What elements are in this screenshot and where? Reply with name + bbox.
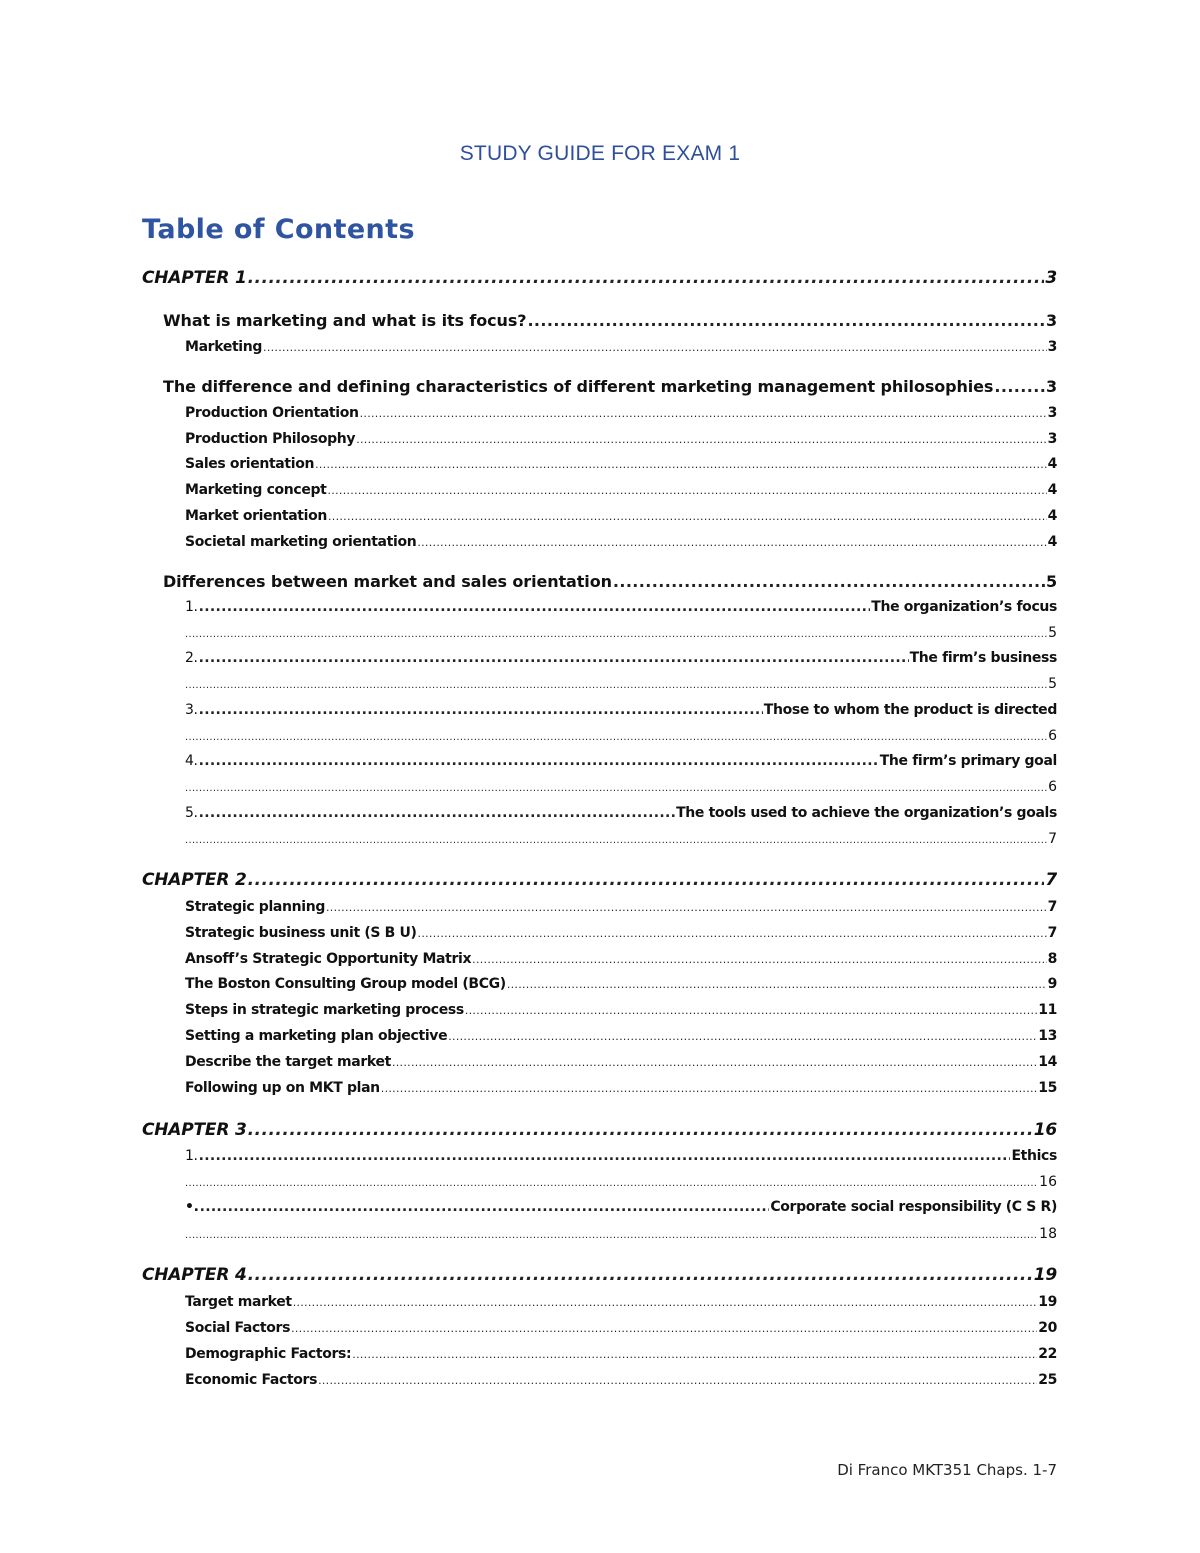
toc-page-number: 6: [1048, 728, 1057, 744]
toc-entry-subsection[interactable]: [185, 925, 1057, 941]
toc-entry-label: Corporate social responsibility (C S R): [770, 1199, 1057, 1215]
toc-entry-subsection[interactable]: [185, 534, 1057, 550]
toc-entry-subsection[interactable]: [185, 976, 1057, 992]
toc-entry-subsection[interactable]: [185, 1372, 1057, 1388]
toc-leader: [315, 458, 1047, 471]
toc-entry-label: The Boston Consulting Group model (BCG): [185, 976, 506, 992]
toc-entry-label: Ethics: [1011, 1148, 1057, 1164]
toc-entry-subsection[interactable]: [185, 899, 1057, 915]
toc-leader: [507, 978, 1047, 991]
toc-page-number: 4: [1047, 456, 1057, 472]
toc-leader: [200, 1199, 770, 1215]
toc-entry-subsection[interactable]: [185, 1346, 1057, 1362]
toc-leader: [248, 1265, 1033, 1285]
toc-entry-continuation[interactable]: [185, 779, 1057, 795]
toc-entry-label: Steps in strategic marketing process: [185, 1002, 464, 1018]
toc-leader: [199, 702, 763, 718]
toc-leader: [356, 433, 1046, 446]
toc-page-number: 19: [1038, 1294, 1057, 1310]
toc-entry-numbered[interactable]: [185, 805, 1057, 821]
toc-entry-label: The difference and defining characteristics of different marketing management philosophies: [163, 377, 994, 396]
toc-page-number: 4: [1047, 482, 1057, 498]
toc-page-number: 5: [1045, 572, 1057, 591]
toc-entry-label: Those to whom the product is directed: [763, 702, 1057, 718]
toc-entry-subsection[interactable]: [185, 339, 1057, 355]
toc-entry-continuation[interactable]: [185, 728, 1057, 744]
toc-leader: [263, 341, 1047, 354]
toc-entry-number: 3.: [185, 702, 198, 718]
toc-entry-continuation[interactable]: [185, 625, 1057, 641]
page-footer: Di Franco MKT351 Chaps. 1-7: [837, 1461, 1057, 1479]
toc-entry-label: Market orientation: [185, 508, 327, 524]
toc-entry-label: CHAPTER 3: [142, 1120, 247, 1140]
toc-entry-label: The firm’s business: [909, 650, 1057, 666]
toc-leader: [185, 783, 1047, 794]
toc-leader: [448, 1030, 1037, 1043]
toc-entry-label: Societal marketing orientation: [185, 534, 417, 550]
toc-page-number: 15: [1038, 1080, 1057, 1096]
toc-entry-label: Strategic planning: [185, 899, 325, 915]
toc-entry-section[interactable]: [163, 311, 1057, 330]
toc-page-number: 3: [1047, 405, 1057, 421]
toc-entry-label: The firm’s primary goal: [879, 753, 1057, 769]
toc-entry-label: CHAPTER 2: [142, 870, 247, 890]
toc-entry-subsection[interactable]: [185, 1080, 1057, 1096]
toc-leader: [185, 1178, 1038, 1189]
toc-entry-continuation[interactable]: [185, 1174, 1057, 1190]
toc-entry-subsection[interactable]: [185, 1294, 1057, 1310]
toc-page-number: 19: [1033, 1265, 1057, 1285]
toc-entry-continuation[interactable]: [185, 1226, 1057, 1242]
toc-entry-subsection[interactable]: [185, 1002, 1057, 1018]
toc-entry-numbered[interactable]: [185, 702, 1057, 718]
toc-entry-label: The tools used to achieve the organization’s goals: [676, 805, 1057, 821]
toc-leader: [185, 835, 1047, 846]
toc-leader: [199, 1148, 1011, 1164]
toc-page-number: 7: [1045, 870, 1057, 890]
toc-heading: Table of Contents: [142, 214, 415, 245]
toc-entry-numbered[interactable]: [185, 599, 1057, 615]
toc-entry-number: 1.: [185, 1148, 198, 1164]
toc-entry-chapter-2[interactable]: [142, 870, 1057, 890]
toc-page-number: 18: [1039, 1226, 1057, 1242]
toc-leader: [185, 732, 1047, 743]
toc-entry-label: Demographic Factors:: [185, 1346, 352, 1362]
toc-leader: [185, 680, 1047, 691]
toc-leader: [328, 510, 1047, 523]
toc-page-number: 14: [1038, 1054, 1057, 1070]
toc-entry-number: 5.: [185, 805, 198, 821]
toc-page-number: 9: [1047, 976, 1057, 992]
toc-page-number: 3: [1045, 377, 1057, 396]
toc-entry-label: Following up on MKT plan: [185, 1080, 380, 1096]
toc-entry-label: Production Orientation: [185, 405, 359, 421]
toc-entry-continuation[interactable]: [185, 676, 1057, 692]
toc-entry-section[interactable]: [163, 377, 1057, 396]
toc-page-number: 4: [1047, 534, 1057, 550]
toc-leader: [291, 1322, 1037, 1335]
toc-entry-numbered[interactable]: [185, 753, 1057, 769]
toc-entry-label: Ansoff’s Strategic Opportunity Matrix: [185, 951, 472, 967]
toc-page-number: 16: [1039, 1174, 1057, 1190]
toc-page-number: 5: [1048, 625, 1057, 641]
toc-entry-number: 4.: [185, 753, 198, 769]
toc-page-number: 7: [1047, 899, 1057, 915]
toc-leader: [199, 805, 675, 821]
toc-entry-label: What is marketing and what is its focus?: [163, 311, 527, 330]
toc-leader: [318, 1374, 1037, 1387]
toc-leader: [328, 484, 1047, 497]
toc-entry-label: The organization’s focus: [871, 599, 1057, 615]
toc-entry-number: 2.: [185, 650, 198, 666]
toc-entry-subsection[interactable]: [185, 1028, 1057, 1044]
toc-page-number: 5: [1048, 676, 1057, 692]
toc-page-number: 13: [1038, 1028, 1057, 1044]
document-title: STUDY GUIDE FOR EXAM 1: [459, 142, 741, 165]
toc-entry-label: Economic Factors: [185, 1372, 318, 1388]
toc-leader: [360, 407, 1047, 420]
toc-leader: [381, 1082, 1037, 1095]
toc-entry-label: Marketing concept: [185, 482, 327, 498]
toc-entry-number: 1.: [185, 599, 198, 615]
toc-page-number: 22: [1038, 1346, 1057, 1362]
toc-leader: [613, 572, 1045, 591]
toc-page-number: 25: [1038, 1372, 1057, 1388]
toc-leader: [199, 650, 909, 666]
toc-leader: [248, 870, 1045, 890]
toc-entry-numbered[interactable]: [185, 1148, 1057, 1164]
toc-leader: [248, 1120, 1033, 1140]
toc-entry-subsection[interactable]: [185, 951, 1057, 967]
toc-page-number: 3: [1045, 311, 1057, 330]
toc-page-number: 3: [1045, 268, 1057, 288]
toc-entry-label: Marketing: [185, 339, 263, 355]
toc-page-number: 6: [1048, 779, 1057, 795]
toc-entry-label: CHAPTER 4: [142, 1265, 247, 1285]
toc-entry-subsection[interactable]: [185, 431, 1057, 447]
toc-page-number: 3: [1047, 339, 1057, 355]
toc-leader: [199, 599, 871, 615]
toc-entry-numbered[interactable]: [185, 1199, 1057, 1215]
toc-leader: [293, 1296, 1038, 1309]
toc-page-number: 3: [1047, 431, 1057, 447]
toc-entry-subsection[interactable]: [185, 456, 1057, 472]
toc-leader: [352, 1348, 1037, 1361]
toc-entry-subsection[interactable]: [185, 1054, 1057, 1070]
toc-entry-subsection[interactable]: [185, 1320, 1057, 1336]
toc-page-number: 20: [1038, 1320, 1057, 1336]
toc-entry-label: Target market: [185, 1294, 292, 1310]
toc-page-number: 7: [1047, 925, 1057, 941]
toc-entry-numbered[interactable]: [185, 650, 1057, 666]
toc-entry-label: Strategic business unit (S B U): [185, 925, 417, 941]
toc-leader: [185, 629, 1047, 640]
toc-entry-chapter-3[interactable]: [142, 1120, 1057, 1140]
toc-leader: [417, 536, 1046, 549]
toc-entry-label: Social Factors: [185, 1320, 291, 1336]
toc-page-number: 11: [1038, 1002, 1057, 1018]
toc-leader: [392, 1056, 1037, 1069]
toc-leader: [185, 1230, 1038, 1241]
toc-leader: [199, 753, 879, 769]
toc-page-number: 8: [1047, 951, 1057, 967]
toc-page-number: 7: [1048, 831, 1057, 847]
toc-leader: [994, 377, 1045, 396]
toc-entry-label: Setting a marketing plan objective: [185, 1028, 448, 1044]
toc-entry-continuation[interactable]: [185, 831, 1057, 847]
toc-leader: [248, 268, 1045, 288]
toc-entry-subsection[interactable]: [185, 508, 1057, 524]
toc-entry-section[interactable]: [163, 572, 1057, 591]
toc-entry-label: Sales orientation: [185, 456, 315, 472]
toc-entry-subsection[interactable]: [185, 482, 1057, 498]
toc-entry-chapter-1[interactable]: [142, 268, 1057, 288]
toc-entry-label: CHAPTER 1: [142, 268, 247, 288]
toc-page-number: 4: [1047, 508, 1057, 524]
toc-leader: [527, 311, 1045, 330]
toc-leader: [418, 927, 1047, 940]
toc-leader: [326, 901, 1047, 914]
toc-entry-subsection[interactable]: [185, 405, 1057, 421]
toc-entry-number: •.: [185, 1199, 199, 1215]
toc-leader: [472, 953, 1046, 966]
toc-page-number: 16: [1033, 1120, 1057, 1140]
toc-entry-label: Production Philosophy: [185, 431, 356, 447]
toc-entry-label: Describe the target market: [185, 1054, 391, 1070]
toc-leader: [465, 1004, 1037, 1017]
toc-entry-label: Differences between market and sales orientation: [163, 572, 612, 591]
toc-entry-chapter-4[interactable]: [142, 1265, 1057, 1285]
